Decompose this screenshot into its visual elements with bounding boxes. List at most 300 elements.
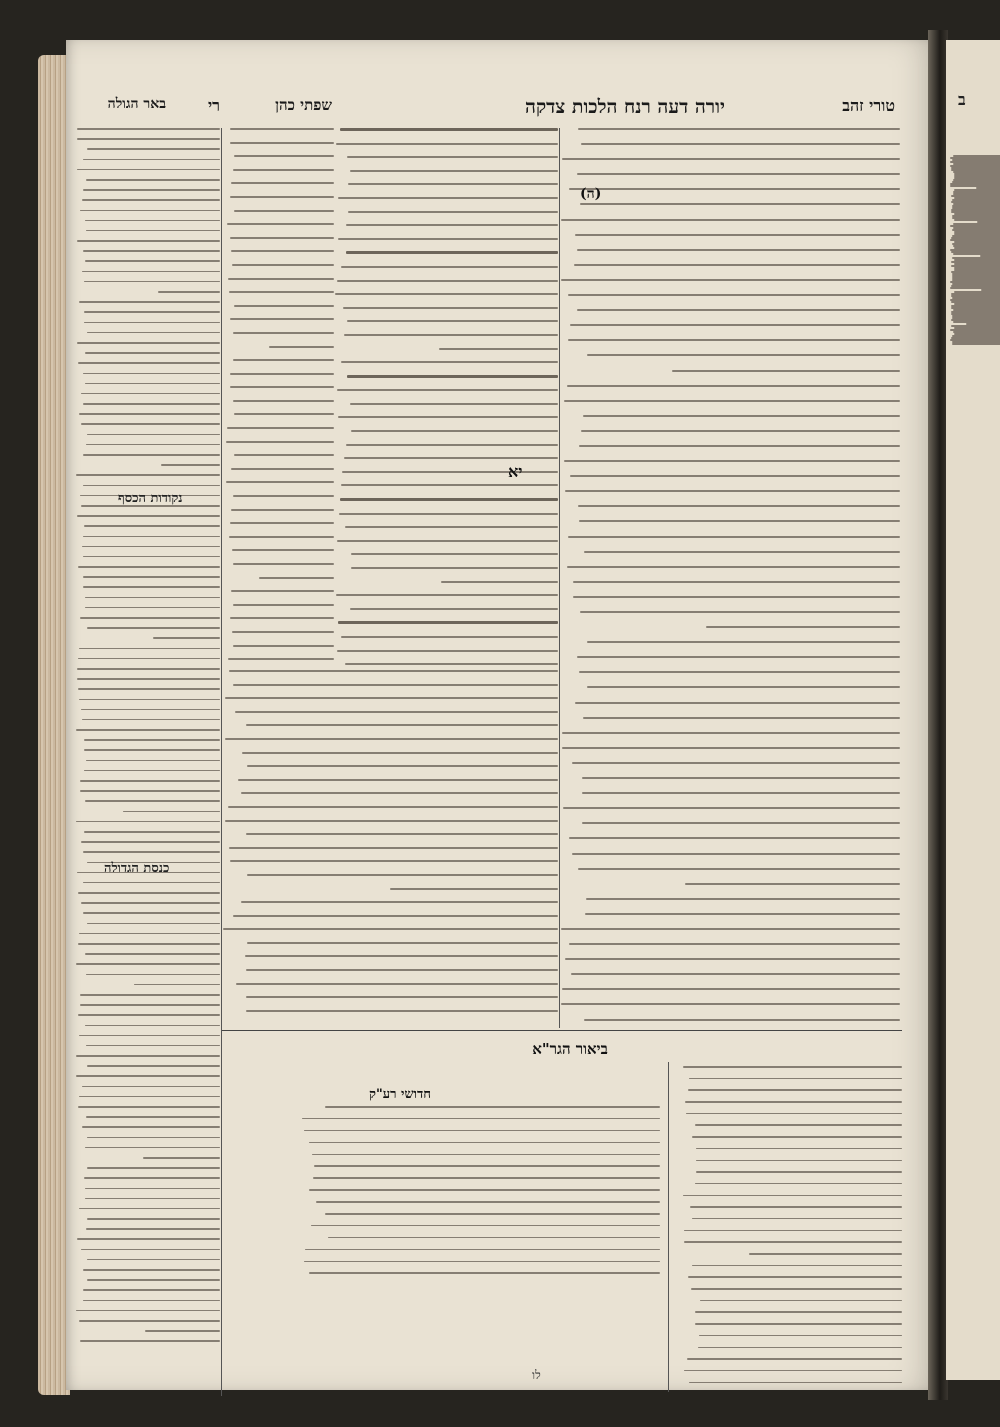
text-line — [226, 441, 334, 443]
text-line — [78, 566, 220, 568]
text-line — [585, 913, 900, 915]
text-line — [79, 1096, 220, 1098]
facing-page-header: ב — [958, 90, 966, 109]
chidushei-rak-column — [300, 1106, 660, 1276]
text-line — [563, 807, 900, 809]
text-line — [579, 520, 900, 522]
page-footer-mark: לו — [532, 1368, 541, 1382]
text-line — [81, 393, 220, 395]
text-line — [86, 974, 220, 976]
text-line — [85, 1198, 220, 1200]
text-line — [338, 238, 558, 240]
text-line — [439, 348, 558, 350]
text-line — [337, 389, 558, 391]
text-line — [575, 702, 900, 704]
text-line — [230, 196, 334, 198]
text-line — [83, 1269, 220, 1271]
biur-hagra-column — [682, 1066, 902, 1396]
text-line — [84, 1177, 220, 1179]
text-line — [87, 148, 220, 150]
text-line — [340, 498, 558, 501]
text-line — [700, 1300, 902, 1302]
text-line — [688, 1089, 902, 1091]
text-line — [86, 179, 220, 181]
text-line — [350, 170, 558, 172]
text-line — [79, 1035, 220, 1037]
text-line — [688, 1276, 902, 1278]
text-line — [80, 994, 220, 996]
text-line — [84, 311, 220, 313]
text-line — [564, 460, 900, 462]
text-line — [84, 749, 220, 751]
text-line — [82, 719, 220, 721]
text-line — [78, 658, 220, 660]
text-line — [76, 474, 220, 476]
text-line — [233, 359, 334, 361]
text-line — [316, 1201, 660, 1203]
text-line — [696, 1160, 902, 1162]
text-line — [338, 621, 558, 624]
text-line — [85, 260, 220, 262]
text-line — [580, 611, 900, 613]
text-line — [83, 403, 220, 405]
text-line — [85, 383, 220, 385]
text-line — [77, 678, 220, 680]
text-line — [231, 250, 334, 252]
text-line — [574, 264, 900, 266]
text-line — [84, 281, 220, 283]
text-line — [229, 291, 334, 293]
header-turei-zahav: טורי זהב — [842, 96, 895, 115]
text-line — [228, 278, 334, 280]
text-line — [87, 923, 220, 925]
text-line — [134, 984, 220, 986]
column-divider — [668, 1062, 669, 1392]
text-line — [230, 522, 334, 524]
text-line — [338, 197, 558, 199]
text-line — [85, 220, 220, 222]
header-main-title: יורה דעה רנח הלכות צדקה — [525, 96, 725, 118]
text-line — [234, 454, 334, 456]
text-line — [567, 566, 900, 568]
text-line — [77, 1238, 220, 1240]
text-line — [81, 841, 220, 843]
text-line — [247, 765, 558, 767]
text-line — [582, 822, 900, 824]
text-line — [335, 293, 558, 295]
text-line — [562, 747, 900, 749]
text-line — [82, 199, 220, 201]
text-line — [78, 892, 220, 894]
text-line — [233, 332, 334, 334]
text-line — [85, 1025, 220, 1027]
text-line — [79, 648, 220, 650]
text-line — [568, 339, 900, 341]
text-line — [236, 983, 558, 985]
text-line — [685, 1101, 902, 1103]
text-line — [325, 1213, 660, 1215]
text-line — [85, 597, 220, 599]
text-line — [348, 183, 558, 185]
text-line — [79, 933, 220, 935]
text-line — [230, 142, 334, 144]
text-line — [229, 847, 558, 849]
text-line — [684, 1241, 902, 1243]
text-line — [81, 1249, 220, 1251]
text-line — [336, 143, 558, 145]
text-line — [78, 943, 220, 945]
text-line — [83, 485, 220, 487]
text-line — [347, 156, 558, 158]
text-line — [569, 188, 900, 190]
text-line — [242, 752, 558, 754]
text-line — [87, 1167, 220, 1169]
shach-lower-block — [222, 670, 558, 1028]
text-line — [81, 709, 220, 711]
text-line — [233, 684, 558, 686]
facing-page-text — [950, 155, 1000, 345]
text-line — [246, 1010, 558, 1012]
bottom-separator — [222, 1030, 902, 1031]
text-line — [345, 526, 558, 528]
text-line — [234, 155, 334, 157]
text-line — [581, 430, 900, 432]
text-line — [342, 471, 558, 473]
text-line — [578, 868, 900, 870]
text-line — [230, 373, 334, 375]
text-line — [269, 346, 334, 348]
text-line — [231, 182, 334, 184]
shach-column — [226, 128, 334, 668]
text-line — [230, 128, 334, 130]
text-line — [577, 173, 900, 175]
text-line — [77, 240, 220, 242]
text-line — [390, 888, 558, 890]
text-line — [228, 806, 558, 808]
text-line — [81, 902, 220, 904]
text-line — [230, 617, 334, 619]
text-line — [77, 169, 220, 171]
text-line — [685, 883, 900, 885]
text-line — [347, 375, 558, 378]
text-line — [76, 963, 220, 965]
text-line — [77, 138, 220, 140]
text-line — [350, 608, 558, 610]
text-line — [85, 1188, 220, 1190]
text-line — [233, 645, 334, 647]
text-line — [87, 1218, 220, 1220]
text-line — [561, 219, 900, 221]
text-line — [587, 641, 900, 643]
text-line — [311, 1225, 660, 1227]
text-line — [305, 1249, 660, 1251]
text-line — [84, 770, 220, 772]
text-line — [247, 942, 558, 944]
text-line — [309, 1189, 660, 1191]
text-line — [695, 1124, 902, 1126]
text-line — [346, 224, 558, 226]
text-line — [233, 495, 334, 497]
text-line — [82, 271, 220, 273]
text-line — [350, 403, 558, 405]
text-line — [76, 821, 220, 823]
text-line — [85, 607, 220, 609]
text-line — [328, 1237, 660, 1239]
text-line — [569, 943, 900, 945]
text-line — [85, 1147, 220, 1149]
text-line — [686, 1113, 902, 1115]
text-line — [351, 553, 558, 555]
text-line — [83, 1289, 220, 1291]
text-line — [233, 915, 558, 917]
text-line — [86, 760, 220, 762]
text-line — [578, 128, 900, 130]
text-line — [231, 509, 334, 511]
subheading-kneses-hagedolah: כנסת הגדולה — [104, 861, 170, 876]
text-line — [238, 779, 558, 781]
text-line — [570, 475, 900, 477]
turei-zahav-column — [560, 128, 900, 1028]
text-line — [341, 266, 558, 268]
text-line — [79, 1208, 220, 1210]
text-line — [683, 1066, 902, 1068]
text-line — [337, 540, 558, 542]
text-line — [580, 203, 900, 205]
text-line — [304, 1130, 660, 1132]
text-line — [572, 762, 900, 764]
text-line — [309, 1272, 660, 1274]
text-line — [572, 853, 900, 855]
text-line — [235, 711, 558, 713]
text-line — [313, 1177, 660, 1179]
text-line — [83, 250, 220, 252]
text-line — [348, 211, 558, 213]
text-line — [158, 291, 220, 293]
text-line — [86, 1116, 220, 1118]
text-line — [344, 334, 558, 336]
text-line — [441, 581, 558, 583]
biur-hagra-title: ביאור הגר"א — [532, 1040, 608, 1058]
header-beer-hagolah: באר הגולה — [107, 96, 166, 112]
text-line — [82, 546, 220, 548]
book-gutter — [928, 30, 948, 1400]
text-line — [230, 237, 334, 239]
text-line — [79, 413, 220, 415]
text-line — [87, 627, 220, 629]
text-line — [582, 777, 900, 779]
text-line — [246, 724, 558, 726]
text-line — [343, 307, 558, 309]
text-line — [76, 1075, 220, 1077]
text-line — [76, 729, 220, 731]
text-line — [583, 717, 900, 719]
text-line — [687, 1358, 902, 1360]
text-line — [581, 143, 900, 145]
text-line — [87, 332, 220, 334]
text-line — [567, 385, 900, 387]
text-line — [82, 1126, 220, 1128]
text-line — [578, 505, 900, 507]
text-line — [80, 1340, 220, 1342]
text-line — [692, 1136, 902, 1138]
text-line — [325, 1106, 660, 1108]
text-line — [351, 430, 558, 432]
text-line — [143, 1157, 220, 1159]
text-line — [573, 596, 900, 598]
text-line — [230, 860, 558, 862]
text-line — [584, 551, 900, 553]
text-line — [337, 280, 558, 282]
text-line — [80, 780, 220, 782]
text-line — [683, 1195, 902, 1197]
text-line — [341, 361, 558, 363]
text-line — [230, 386, 334, 388]
text-line — [234, 413, 334, 415]
text-line — [80, 210, 220, 212]
text-line — [706, 626, 900, 628]
text-line — [83, 1300, 220, 1302]
text-line — [228, 658, 334, 660]
text-line — [79, 699, 220, 701]
text-line — [233, 400, 334, 402]
text-line — [241, 901, 558, 903]
text-line — [84, 739, 220, 741]
turei-zahav-section-mark: (ה) — [580, 186, 602, 202]
text-line — [76, 1055, 220, 1057]
text-line — [312, 1154, 660, 1156]
text-line — [227, 223, 334, 225]
text-line — [84, 322, 220, 324]
text-line — [568, 536, 900, 538]
text-line — [83, 882, 220, 884]
text-line — [225, 697, 558, 699]
text-line — [340, 128, 558, 131]
text-line — [309, 1142, 660, 1144]
main-text-section-mark: יא — [508, 462, 523, 481]
text-line — [83, 159, 220, 161]
text-line — [83, 556, 220, 558]
text-line — [561, 279, 900, 281]
text-line — [345, 663, 558, 665]
text-line — [577, 249, 900, 251]
text-line — [561, 928, 900, 930]
text-line — [229, 536, 334, 538]
text-line — [336, 594, 558, 596]
text-line — [672, 370, 900, 372]
text-line — [565, 958, 900, 960]
text-line — [587, 354, 900, 356]
text-line — [749, 1253, 902, 1255]
text-line — [82, 1086, 220, 1088]
text-line — [233, 563, 334, 565]
text-line — [346, 251, 558, 254]
text-line — [562, 732, 900, 734]
subheading-nekudos-hakesef: נקודות הכסף — [118, 491, 183, 506]
text-line — [76, 1310, 220, 1312]
text-line — [339, 513, 558, 515]
text-line — [695, 1311, 902, 1313]
text-line — [225, 738, 558, 740]
text-line — [123, 811, 220, 813]
text-line — [570, 324, 900, 326]
text-line — [582, 792, 900, 794]
text-line — [81, 423, 220, 425]
text-line — [79, 301, 220, 303]
text-line — [561, 1003, 900, 1005]
text-line — [231, 468, 334, 470]
text-line — [684, 1230, 902, 1232]
text-line — [226, 481, 334, 483]
text-line — [83, 851, 220, 853]
text-line — [83, 189, 220, 191]
text-line — [587, 686, 900, 688]
text-line — [577, 656, 900, 658]
text-line — [692, 1265, 902, 1267]
text-line — [344, 457, 558, 459]
text-line — [337, 650, 558, 652]
text-line — [314, 1165, 660, 1167]
text-line — [577, 309, 900, 311]
text-line — [85, 352, 220, 354]
text-line — [695, 1183, 902, 1185]
text-line — [696, 1171, 902, 1173]
text-line — [695, 1323, 902, 1325]
text-line — [351, 567, 558, 569]
text-line — [341, 636, 558, 638]
text-line — [246, 996, 558, 998]
text-line — [225, 820, 558, 822]
text-line — [87, 1279, 220, 1281]
text-line — [153, 637, 220, 639]
text-line — [338, 416, 558, 418]
text-line — [691, 1288, 902, 1290]
text-line — [86, 230, 220, 232]
text-line — [699, 1335, 902, 1337]
text-line — [84, 831, 220, 833]
text-line — [302, 1118, 660, 1120]
text-line — [231, 590, 334, 592]
text-line — [579, 445, 900, 447]
text-line — [584, 1019, 900, 1021]
text-line — [583, 415, 900, 417]
text-line — [568, 294, 900, 296]
text-line — [80, 1004, 220, 1006]
text-line — [85, 800, 220, 802]
text-line — [83, 912, 220, 914]
text-line — [562, 988, 900, 990]
text-line — [230, 318, 334, 320]
text-line — [564, 400, 900, 402]
text-line — [145, 1330, 220, 1332]
text-line — [234, 305, 334, 307]
text-line — [161, 464, 220, 466]
text-line — [86, 1045, 220, 1047]
text-line — [247, 874, 558, 876]
text-line — [83, 586, 220, 588]
text-line — [571, 973, 900, 975]
text-line — [241, 792, 558, 794]
text-line — [586, 898, 900, 900]
text-line — [952, 343, 1000, 345]
text-line — [78, 1014, 220, 1016]
text-line — [304, 1261, 660, 1263]
text-line — [84, 525, 220, 527]
text-line — [85, 953, 220, 955]
text-line — [229, 670, 558, 672]
text-line — [245, 955, 558, 957]
text-line — [87, 1065, 220, 1067]
text-line — [232, 549, 334, 551]
